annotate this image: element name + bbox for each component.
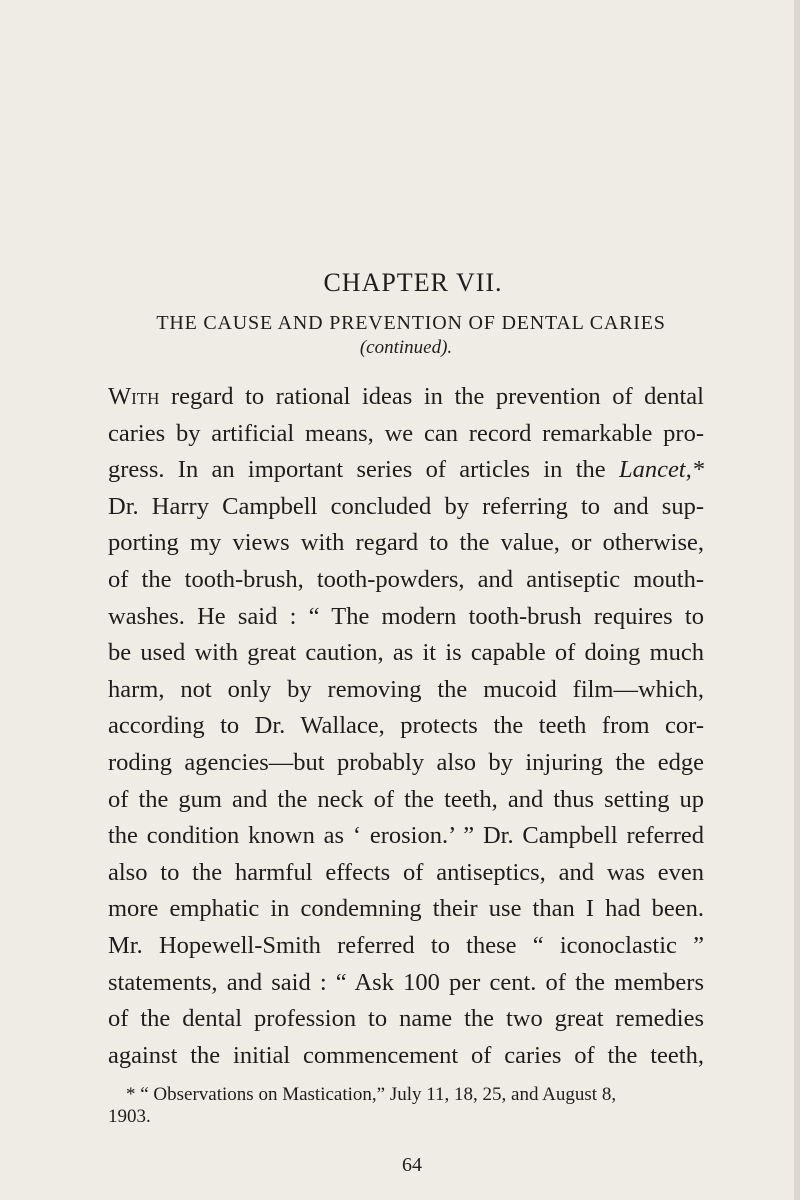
text-line: statements, and said : “ Ask 100 per cent. of the members	[108, 968, 704, 996]
chapter-title: CHAPTER VII.	[323, 268, 503, 297]
page-edge-shadow	[794, 0, 800, 1200]
text-line: the condition known as ‘ erosion.’ ” Dr. Campbell referred	[108, 822, 704, 850]
text-line: caries by artificial means, we can record remarkable pro-	[108, 419, 704, 447]
text-line: gress. In an important series of articles in the Lancet,*	[108, 456, 704, 484]
text-line: be used with great caution, as it is capable of doing much	[108, 639, 704, 667]
text-line: of the gum and the neck of the teeth, and thus setting up	[108, 785, 704, 813]
lancet-reference: Lancet,*	[618, 456, 704, 484]
section-title: THE CAUSE AND PREVENTION OF DENTAL CARIES	[156, 312, 666, 334]
text-line: roding agencies—but probably also by injuring the edge	[108, 748, 704, 776]
footnote-line: 1903.	[108, 1106, 151, 1128]
text-line: With regard to rational ideas in the prevention of dental	[108, 383, 704, 410]
text-line: harm, not only by removing the mucoid film—which,	[108, 675, 704, 703]
text-line: according to Dr. Wallace, protects the teeth from cor-	[108, 712, 704, 740]
footnote-line: * “ Observations on Mastication,” July 11, 18, 25, and August 8,	[126, 1084, 617, 1106]
text-line: of the tooth-brush, tooth-powders, and antiseptic mouth-	[108, 565, 704, 593]
body-paragraph	[108, 379, 704, 1074]
text-line: washes. He said : “ The modern tooth-brush requires to	[108, 602, 704, 630]
continued-note: (continued).	[359, 337, 453, 358]
text-line: Dr. Harry Campbell concluded by referring to and sup-	[108, 492, 704, 520]
text-line: Mr. Hopewell-Smith referred to these “ iconoclastic ”	[108, 931, 704, 959]
text-line: against the initial commencement of caries of the teeth,	[108, 1041, 704, 1069]
book-page	[108, 268, 704, 1177]
text-line: also to the harmful effects of antiseptics, and was even	[108, 858, 704, 886]
text-line: of the dental profession to name the two great remedies	[108, 1005, 704, 1033]
page-number: 64	[402, 1154, 422, 1177]
text-line: porting my views with regard to the value, or otherwise,	[108, 529, 704, 557]
footnote	[108, 1084, 704, 1128]
drop-word: With	[108, 383, 160, 410]
text-line: more emphatic in condemning their use than I had been.	[108, 895, 704, 923]
